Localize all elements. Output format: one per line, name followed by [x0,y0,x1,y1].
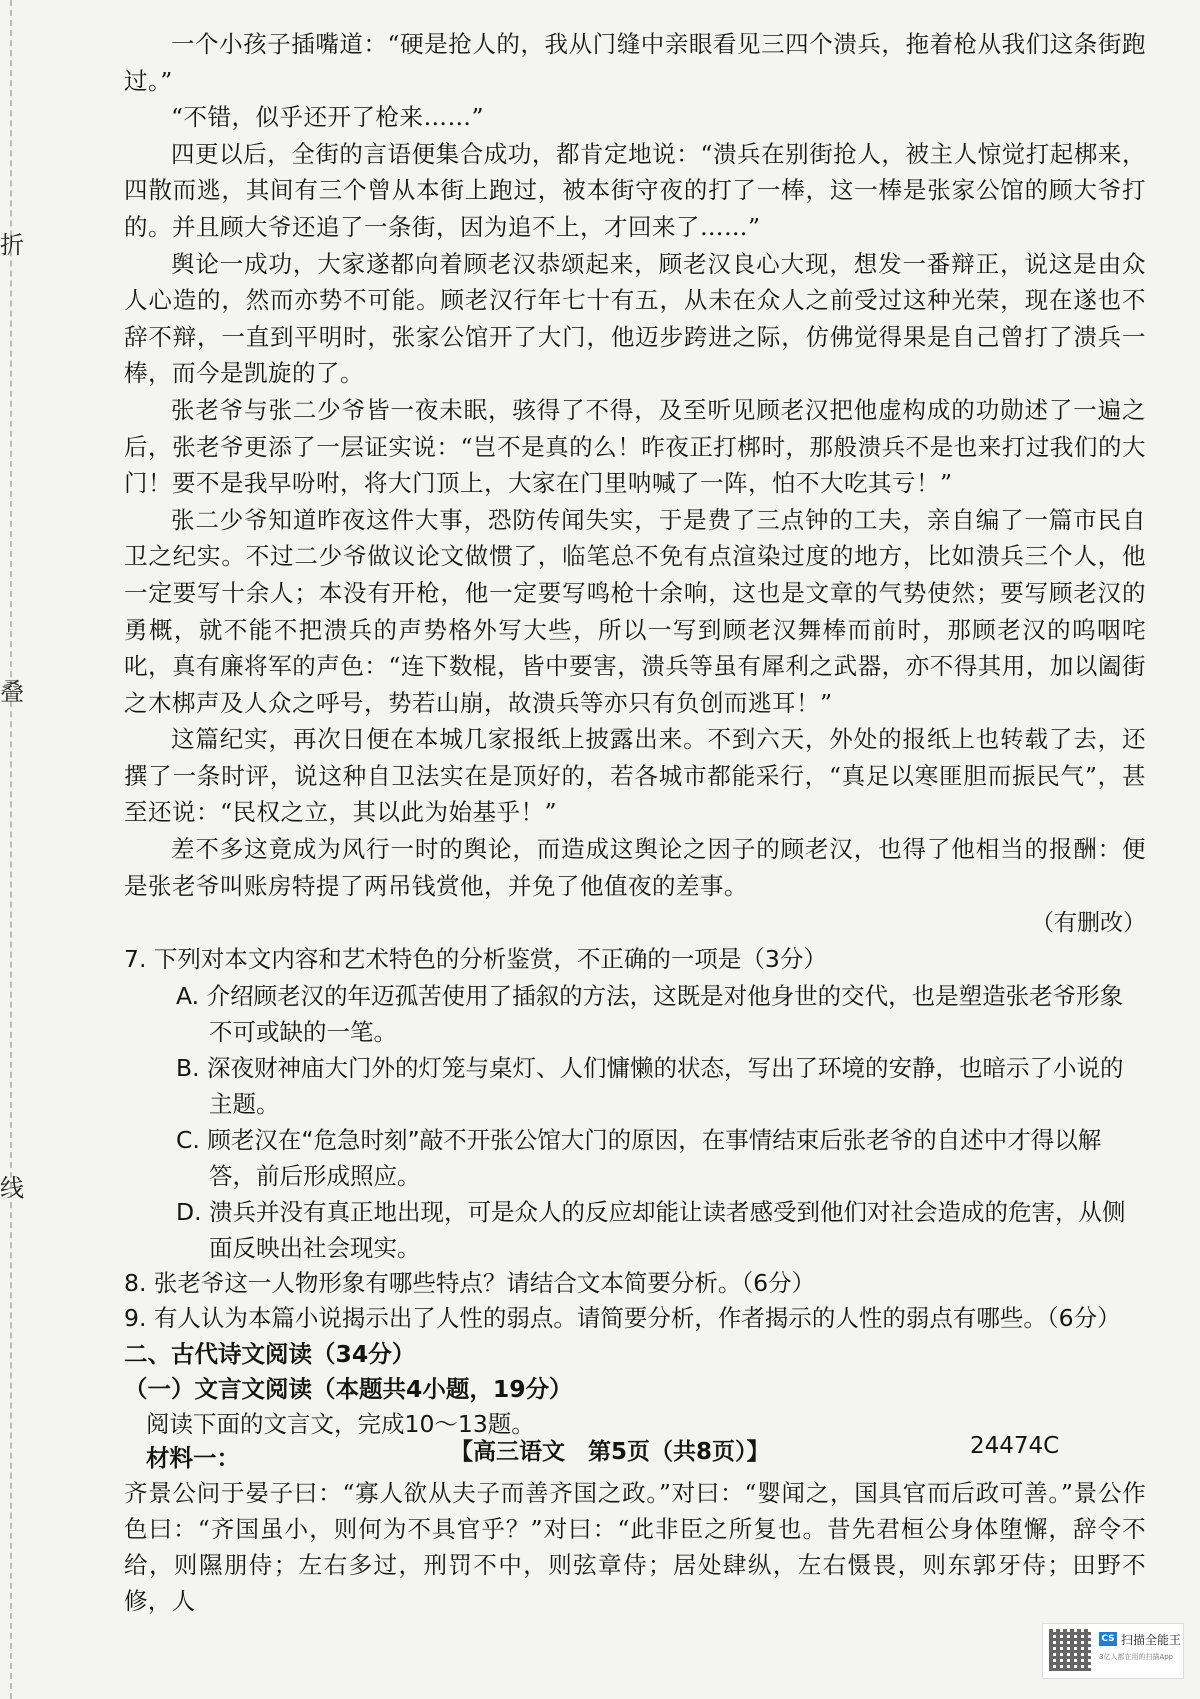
story-paragraph: “不错，似乎还开了枪来……” [171,103,485,132]
exam-page [124,26,1146,1619]
question-7-stem: 7. 下列对本文内容和艺术特色的分析鉴赏，不正确的一项是（3分） [124,945,827,974]
story-paragraph: 这篇纪实，再次日便在本城几家报纸上披露出来。不到六天，外处的报纸上也转载了去，还撰了一条时评，说这种自卫法实在是顶好的，若各城市都能采行，“真足以寒匪胆而振民气”，甚至还说：“民权之立，其以此为始基乎！” [124,725,1146,827]
edit-note: （有删改） [1031,910,1146,937]
cs-logo-icon: CS [1099,1632,1117,1646]
question-9: 9. 有人认为本篇小说揭示出了人性的弱点。请简要分析，作者揭示的人性的弱点有哪些。（6分） [124,1304,1121,1333]
story-paragraph: 舆论一成功，大家遂都向着顾老汉恭颂起来，顾老汉良心大现，想发一番辩正，说这是由众人心造的，然而亦势不可能。顾老汉行年七十有五，从未在众人之前受过这种光荣，现在遂也不辞不辩，一直到平明时，张家公馆开了大门，他迈步跨进之际，仿佛觉得果是自己曾打了溃兵一棒，而今是凯旋的了。 [124,249,1146,388]
story-paragraph: 一个小孩子插嘴道：“硬是抢人的，我从门缝中亲眼看见三四个溃兵，拖着枪从我们这条街跑过。” [124,30,1146,95]
exam-code: 24474C [970,1433,1060,1459]
section-heading: 二、古代诗文阅读（34分） [124,1340,416,1369]
margin-mark-fold: 折 [0,231,24,259]
page-footer [0,1433,1200,1473]
option-a: A. 介绍顾老汉的年迈孤苦使用了插叙的方法，这既是对他身世的交代，也是塑造张老爷形象不可或缺的一笔。 [176,981,1124,1046]
story-paragraph: 张老爷与张二少爷皆一夜未眠，骇得了不得，及至听见顾老汉把他虚构成的功勋述了一遍之后，张老爷更添了一层证实说：“岂不是真的么！昨夜正打梆时，那般溃兵不是也来打过我们的大门！要不是我早吩咐，将大门顶上，大家在门里呐喊了一阵，怕不大吃其亏！” [124,395,1146,498]
margin-mark-stack: 叠 [0,678,24,706]
story-passage [124,26,1146,942]
section-classical [124,1337,1146,1619]
page-number: 【高三语文 第5页（共8页）】 [450,1439,770,1465]
question-7 [124,942,1146,1266]
story-paragraph: 张二少爷知道昨夜这件大事，恐防传闻失实，于是费了三点钟的工夫，亲自编了一篇市民自卫之纪实。不过二少爷做议论文做惯了，临笔总不免有点渲染过度的地方，比如溃兵三个人，他一定要写十余人；本没有开枪，他一定要写鸣枪十余响，这也是文章的气势使然；要写顾老汉的勇概，就不能不把溃兵的声势格外写大些，所以一写到顾老汉舞棒而前时，那顾老汉的呜咽咤叱，真有廉将军的声色：“连下数棍，皆中要害，溃兵等虽有犀利之武器，亦不得其用，加以阖街之木梆声及人众之呼号，势若山崩，故溃兵等亦只有负创而逃耳！” [124,505,1146,717]
scanner-app-name: 扫描全能王 [1121,1633,1182,1647]
story-paragraph: 四更以后，全街的言语便集合成功，都肯定地说：“溃兵在别街抢人，被主人惊觉打起梆来，四散而逃，其间有三个曾从本街上跑过，被本街守夜的打了一棒，这一棒是张家公馆的顾大爷打的。并且顾大爷还追了一条街，因为追不上，才回来了……” [124,139,1146,241]
option-b: B. 深夜财神庙大门外的灯笼与桌灯、人们慵懒的状态，写出了环境的安静，也暗示了小说的主题。 [176,1053,1124,1118]
scanner-watermark [1042,1623,1184,1679]
material-label: 材料一： [146,1444,240,1473]
classical-text: 齐景公问于晏子曰：“寡人欲从夫子而善齐国之政。”对曰：“婴闻之，国具官而后政可善。”景公作色曰：“齐国虽小，则何为不具官乎？”对曰：“此非臣之所复也。昔先君桓公身体堕懈，辞令不给，则隰朋侍；左右多过，刑罚不中，则弦章侍；居处肆纵，左右慑畏，则东郭牙侍；田野不修，人 [124,1479,1146,1616]
margin-mark-line: 线 [0,1174,24,1202]
story-paragraph: 差不多这竟成为风行一时的舆论，而造成这舆论之因子的顾老汉，也得了他相当的报酬：便是张老爷叫账房特提了两吊钱赏他，并免了他值夜的差事。 [124,835,1146,900]
option-d: D. 溃兵并没有真正地出现，可是众人的反应却能让读者感受到他们对社会造成的危害，从侧面反映出社会现实。 [176,1197,1126,1262]
subsection-heading: （一）文言文阅读（本题共4小题，19分） [124,1375,573,1404]
reading-instruction: 阅读下面的文言文，完成10～13题。 [146,1410,535,1439]
option-c: C. 顾老汉在“危急时刻”敲不开张公馆大门的原因，在事情结束后张老爷的自述中才得以解答，前后形成照应。 [176,1125,1102,1190]
scanner-tagline: 3亿人都在用的扫描App [1099,1653,1174,1661]
qr-code-icon [1049,1629,1091,1671]
question-8: 8. 张老爷这一人物形象有哪些特点？请结合文本简要分析。（6分） [124,1268,816,1297]
